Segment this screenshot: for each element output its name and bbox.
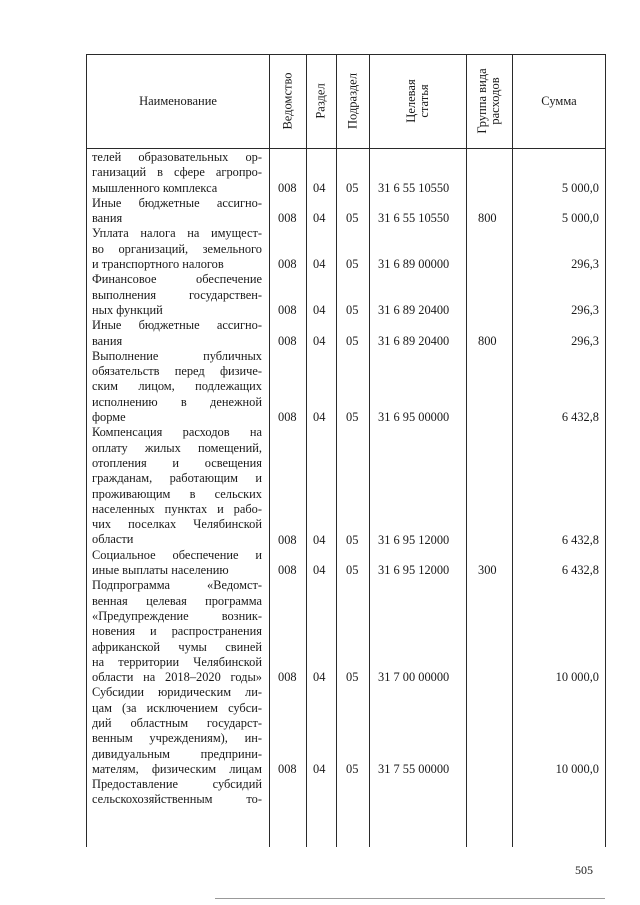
name-line: Предоставление субсидий (92, 777, 262, 792)
name-line: Социальное обеспечение и (92, 547, 262, 562)
cell-razdel: 04 (313, 532, 326, 547)
name-line: вания (92, 333, 123, 348)
cell-vedomstvo: 008 (278, 410, 297, 425)
name-line: чих поселках Челябинской (92, 517, 262, 532)
footer-rule (215, 898, 605, 899)
cell-target-article: 31 6 55 10550 (378, 180, 450, 195)
cell-target-article: 31 6 95 12000 (378, 532, 450, 547)
name-line: области (92, 532, 134, 547)
cell-vedomstvo: 008 (278, 211, 297, 226)
name-line: «Предупреждение возник- (92, 608, 262, 623)
name-line: телей образовательных ор- (92, 150, 262, 164)
cell-target-article: 31 7 00 00000 (378, 670, 450, 685)
header-vedomstvo: Ведомство (280, 72, 295, 130)
col-border-left (86, 54, 87, 847)
name-line: мышленного комплекса (92, 180, 218, 195)
header-group (476, 68, 502, 133)
cell-sum: 296,3 (571, 333, 599, 348)
cell-razdel: 04 (313, 211, 326, 226)
cell-sum: 6 432,8 (561, 532, 599, 547)
name-line: Уплата налога на имущест- (92, 226, 262, 241)
col-border-razdel (336, 54, 337, 847)
name-line: Компенсация расходов на (92, 425, 262, 440)
cell-razdel: 04 (313, 410, 326, 425)
cell-vedomstvo: 008 (278, 532, 297, 547)
name-line: Подпрограмма «Ведомст- (92, 578, 262, 593)
header-razdel: Раздел (313, 83, 328, 119)
cell-expense-group: 300 (478, 563, 497, 578)
cell-sum: 296,3 (571, 257, 599, 272)
cell-podrazdel: 05 (346, 303, 359, 317)
name-line: Субсидии юридическим ли- (92, 685, 262, 700)
name-line: во организаций, земельного (92, 241, 262, 256)
name-line: на территории Челябинской (92, 654, 262, 669)
cell-podrazdel: 05 (346, 180, 359, 195)
cell-razdel: 04 (313, 303, 326, 317)
cell-target-article: 31 6 89 20400 (378, 303, 450, 317)
name-line: ных функций (92, 302, 163, 317)
cell-sum: 6 432,8 (561, 410, 599, 425)
cell-target-article: 31 6 89 00000 (378, 257, 450, 272)
cell-podrazdel: 05 (346, 211, 359, 226)
name-line: цам (за исключением субси- (92, 700, 262, 715)
cell-expense-group: 800 (478, 333, 497, 348)
cell-sum: 10 000,0 (555, 670, 599, 685)
name-line: оплату жилых помещений, (92, 440, 262, 455)
name-line: форме (92, 410, 126, 425)
header-sum: Сумма (541, 94, 577, 108)
cell-target-article: 31 6 95 12000 (378, 563, 450, 578)
name-line: иные выплаты населению (92, 563, 229, 578)
cell-vedomstvo: 008 (278, 563, 297, 578)
cell-podrazdel: 05 (346, 532, 359, 547)
name-line: отопления и освещения (92, 455, 262, 470)
cell-sum: 6 432,8 (561, 563, 599, 578)
cell-target-article: 31 7 55 00000 (378, 762, 450, 776)
cell-razdel: 04 (313, 670, 326, 685)
name-line: гражданам, работающим и (92, 471, 262, 486)
header-target (405, 79, 431, 122)
cell-expense-group: 800 (478, 211, 497, 226)
header-bottom-border (86, 148, 606, 149)
name-line: сельскохозяйственным то- (92, 792, 262, 807)
name-line: вания (92, 211, 123, 226)
page-number: 505 (575, 863, 593, 877)
cell-sum: 5 000,0 (561, 211, 599, 226)
cell-vedomstvo: 008 (278, 303, 297, 317)
name-line: области на 2018–2020 годы» (92, 670, 262, 685)
name-line: обязательств перед физиче- (92, 364, 262, 379)
col-border-group (512, 54, 513, 847)
col-border-name (269, 54, 270, 847)
cell-podrazdel: 05 (346, 762, 359, 776)
cell-vedomstvo: 008 (278, 180, 297, 195)
cell-sum: 5 000,0 (561, 180, 599, 195)
name-line: и транспортного налогов (92, 257, 224, 272)
cell-target-article: 31 6 55 10550 (378, 211, 450, 226)
header-group-line2: расходов (488, 77, 502, 125)
name-line: населенных пунктах и рабо- (92, 501, 262, 516)
col-border-target (466, 54, 467, 847)
header-podrazdel: Подраздел (345, 73, 360, 129)
cell-podrazdel: 05 (346, 670, 359, 685)
cell-razdel: 04 (313, 257, 326, 272)
name-column (92, 150, 262, 808)
name-line: ганизаций в сфере агропро- (92, 165, 262, 180)
name-line: африканской чумы свиней (92, 639, 262, 654)
cell-podrazdel: 05 (346, 563, 359, 578)
name-line: мателям, физическим лицам (92, 761, 262, 776)
name-line: проживающим в сельских (92, 486, 262, 501)
header-group-line1: Группа вида (475, 68, 489, 134)
table-top-border (86, 54, 606, 55)
cell-razdel: 04 (313, 762, 326, 776)
name-line: новения и распространения (92, 624, 262, 639)
cell-sum: 296,3 (571, 303, 599, 317)
name-line: ским лицом, подлежащих (92, 379, 262, 394)
cell-sum: 10 000,0 (555, 762, 599, 776)
cell-razdel: 04 (313, 563, 326, 578)
name-line: выполнения государствен- (92, 287, 262, 302)
name-line: дий областным государст- (92, 715, 262, 730)
cell-vedomstvo: 008 (278, 333, 297, 348)
name-line: Иные бюджетные ассигно- (92, 318, 262, 333)
name-line: исполнению в денежной (92, 394, 262, 409)
cell-podrazdel: 05 (346, 333, 359, 348)
cell-podrazdel: 05 (346, 410, 359, 425)
name-line: венным учреждениям), ин- (92, 731, 262, 746)
name-line: венная целевая программа (92, 593, 262, 608)
name-line: Финансовое обеспечение (92, 272, 262, 287)
name-line: Выполнение публичных (92, 348, 262, 363)
col-border-right (605, 54, 606, 847)
cell-vedomstvo: 008 (278, 762, 297, 776)
cell-target-article: 31 6 89 20400 (378, 333, 450, 348)
cell-razdel: 04 (313, 333, 326, 348)
header-target-line2: статья (417, 84, 431, 118)
col-border-ved (306, 54, 307, 847)
cell-vedomstvo: 008 (278, 670, 297, 685)
cell-razdel: 04 (313, 180, 326, 195)
col-border-podrazdel (369, 54, 370, 847)
cell-target-article: 31 6 95 00000 (378, 410, 450, 425)
cell-podrazdel: 05 (346, 257, 359, 272)
cell-vedomstvo: 008 (278, 257, 297, 272)
header-target-line1: Целевая (404, 79, 418, 123)
name-line: Иные бюджетные ассигно- (92, 195, 262, 210)
header-name: Наименование (139, 94, 217, 108)
name-line: дивидуальным предприни- (92, 746, 262, 761)
